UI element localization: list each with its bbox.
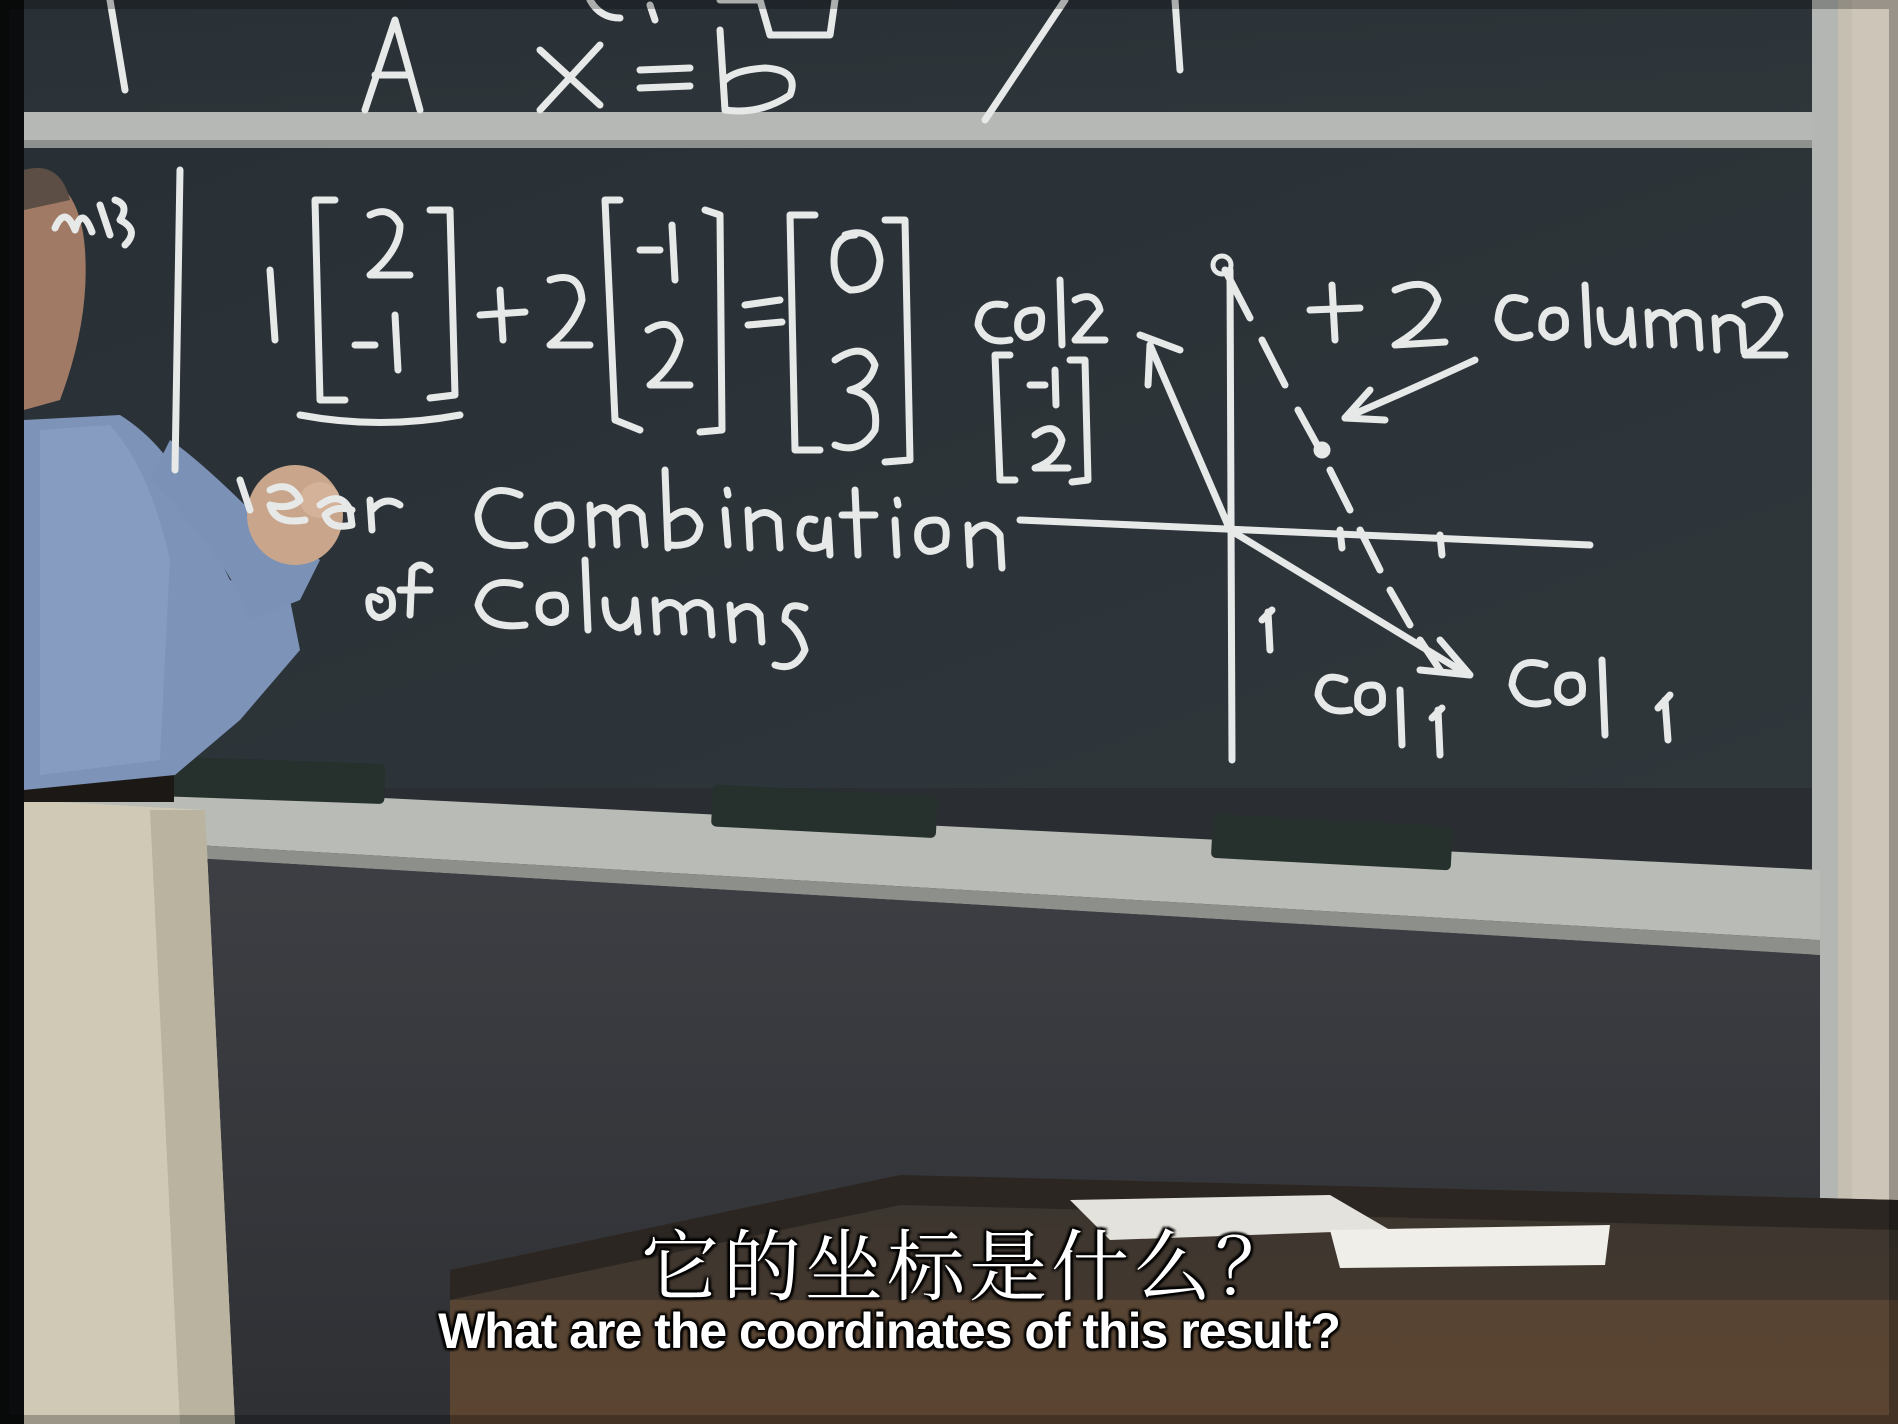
- subtitle-chinese: 它的坐标是什么？: [640, 1223, 1297, 1313]
- upper-blackboard: [24, 0, 1844, 120]
- eraser-left: [169, 757, 385, 804]
- subtitle-english: What are the coordinates of this result?: [438, 1303, 1340, 1359]
